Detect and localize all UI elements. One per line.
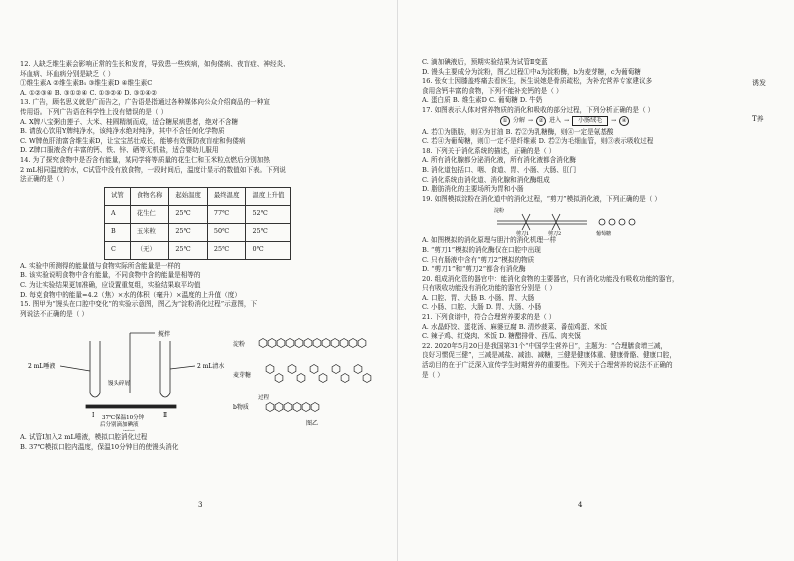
scissors-starch-label: 淀粉 xyxy=(494,208,505,215)
fig-roman-2: Ⅱ xyxy=(163,412,168,420)
table-cell: 25℃ xyxy=(207,241,246,259)
scissors-2-label: 剪刀2 xyxy=(548,231,562,237)
fig-bath-label-2: 后分别滴加碘液 xyxy=(100,422,139,429)
right-line: A. 水晶虾饺、蛋花汤、麻婆豆腐 B. 清炒菠菜、番茄鸡蛋、米饭 xyxy=(422,322,607,331)
table-header: 食物名称 xyxy=(130,187,169,205)
glucose-unit xyxy=(275,403,283,412)
figure-yi xyxy=(259,339,371,412)
glucose-unit xyxy=(340,339,348,348)
q14-option-line: D. 每克食物中的能量=4.2（焦）×水的体积（毫升）×温度的上升值（度） xyxy=(20,290,241,299)
flow-arrow-2: 进入 xyxy=(549,116,562,124)
fig-starch-label: 淀粉 xyxy=(233,341,246,349)
glucose-unit xyxy=(302,403,310,412)
q12-line: A. ①②③④ B. ③①②④ C. ①③②④ D. ③①④② xyxy=(20,88,158,97)
question-14-options xyxy=(20,262,385,300)
glucose-unit xyxy=(331,339,339,348)
q13-line: 13. 广告，顾名思义就是广而告之，广告语是指通过各种媒体向公众介绍商品的一种宣 xyxy=(20,98,270,107)
table-cell: C xyxy=(105,241,131,259)
fig-water-label: 2 mL清水 xyxy=(197,363,225,371)
right-line: A. 若①为脂肪，则④为甘油 B. 若②为乳糖酶，则④一定是氨基酸 xyxy=(422,127,614,136)
right-line: A. 口腔、胃、大肠 B. 小肠、胃、大肠 xyxy=(422,293,535,302)
fig-maltose-label: 麦芽糖 xyxy=(233,372,252,380)
left-column xyxy=(20,60,385,452)
glucose-unit xyxy=(266,403,274,412)
q14-line: 2 mL相同温度的水，C试管中没有放食物，一段时间后，温度计显示的数值如下表。下列说 xyxy=(20,165,286,174)
question-15 xyxy=(20,300,385,319)
questions-19-22 xyxy=(422,236,737,380)
right-line: B. 消化道包括口、咽、食道、胃、小肠、大肠、肛门 xyxy=(422,165,577,174)
right-line: 19. 如图模拟淀粉在消化道中的消化过程，“剪刀”模拟消化液，下列正确的是（ ） xyxy=(422,194,662,203)
glucose-unit xyxy=(268,339,276,348)
q12-line: 坏血病、坏血病分别是缺乏（ ） xyxy=(20,69,115,78)
q14-option-line: B. 该实验说明食物中含有能量，不同食物中含的能量是相等的 xyxy=(20,271,201,280)
glucose-unit xyxy=(341,374,349,383)
fig-saliva-label: 2 mL唾液 xyxy=(28,363,56,371)
question-15-options xyxy=(20,433,385,452)
figure-jia xyxy=(60,333,195,408)
figure-jia-yi xyxy=(20,321,385,431)
right-line: C. 滴加碘液后，预期实验结果为试管Ⅱ变蓝 xyxy=(422,58,548,66)
fig-stir-label: 搅拌 xyxy=(158,331,171,339)
right-line: 16. 张女士因膝盖疼痛去看医生，医生说她是骨质疏松，为补充营养专家建议多 xyxy=(422,77,653,86)
scissors-glucose-label: 葡萄糖 xyxy=(596,231,612,237)
q13-line: A. X牌八宝粥由莲子、大米、桂圆精制而成，适合糖尿病患者，绝对不含糖 xyxy=(20,117,239,126)
glucose-unit xyxy=(358,339,366,348)
table-cell: 25℃ xyxy=(246,223,291,241)
table-row xyxy=(105,241,291,259)
glucose-unit xyxy=(277,339,285,348)
right-line: 活动目的在于广泛深入宣传学生时期营养的重要性。下列关于合理营养的说法不正确的 xyxy=(422,361,673,370)
glucose-unit xyxy=(354,365,362,374)
table-row xyxy=(105,205,291,223)
questions-17-19 xyxy=(422,128,737,205)
table-header: 温度上升值 xyxy=(246,187,291,205)
right-line: A. 所有消化腺都分泌消化液，所有消化液都含消化酶 xyxy=(422,156,577,165)
glucose-unit xyxy=(319,374,327,383)
question-14 xyxy=(20,156,385,185)
q15-line: 列说法不正确的是（ ） xyxy=(20,309,89,318)
scissors-1-label: 剪刀1 xyxy=(516,231,530,237)
page-divider xyxy=(397,0,398,561)
right-line: 只有吸收功能没有消化功能的器官分别是（ ） xyxy=(422,284,556,293)
table-cell: 25℃ xyxy=(169,241,208,259)
figure-row xyxy=(20,321,385,431)
flow-intestine-box: 小肠绒毛 xyxy=(572,116,608,126)
glucose-unit xyxy=(275,374,283,383)
q13-line: 传用语。下列广告语在科学性上没有错误的是（ ） xyxy=(20,107,168,116)
flow-arrow-1: 分解 xyxy=(513,116,526,124)
table-cell: A xyxy=(105,205,131,223)
flow-node-1: ① xyxy=(500,116,510,126)
right-line: D. “剪刀1”和“剪刀2”都含有消化酶 xyxy=(422,265,526,274)
flow-node-4: ④ xyxy=(619,116,629,126)
glucose-unit xyxy=(266,365,274,374)
table-cell: 玉米粒 xyxy=(130,223,169,241)
right-line: 22. 2020年5月20日是我国第31个“中国学生营养日”，主题为：“合理膳食增三减， xyxy=(422,341,668,350)
table-cell: 花生仁 xyxy=(130,205,169,223)
q15-option-line: B. 37℃模拟口腔内温度，保温10分钟目的使馒头消化 xyxy=(20,442,179,451)
right-line: C. 小肠、口腔、大肠 D. 胃、大肠、小肠 xyxy=(422,303,542,312)
fig-bsubstance-label: b物质 xyxy=(233,404,249,412)
table-cell: 50℃ xyxy=(207,223,246,241)
right-line: A. 如图模拟的消化原理与胆汁的消化机理一样 xyxy=(422,236,557,245)
right-line: 18. 下列关于消化系统的描述，正确的是（ ） xyxy=(422,146,556,155)
q14-option-line: A. 实验中所测得的能量值与食物实际所含能量是一样的 xyxy=(20,261,181,270)
glucose-unit xyxy=(332,365,340,374)
glucose-unit xyxy=(310,365,318,374)
glucose-unit xyxy=(286,339,294,348)
page-number-4: 4 xyxy=(578,501,583,509)
margin-note-1: 诱发 xyxy=(752,79,766,87)
glucose-unit xyxy=(288,365,296,374)
right-line: C. 辣子鸡、红烧肉、米饭 D. 糖醋排骨、西瓜、肉夹馍 xyxy=(422,332,581,341)
fig-roman-1: Ⅰ xyxy=(92,412,95,420)
table-cell: 25℃ xyxy=(169,205,208,223)
table-cell: （无） xyxy=(130,241,169,259)
right-line: C. 消化系统由消化道、消化腺和消化酶组成 xyxy=(422,175,550,184)
right-line: D. 脂肪消化的主要场所为胃和小肠 xyxy=(422,185,524,194)
right-line: C. 只有肠液中含有“剪刀2”模拟的物质 xyxy=(422,255,535,264)
question-17: 17. 如图表示人体对营养物质的消化和吸收的部分过程，下列分析正确的是（ ） xyxy=(422,105,655,114)
table-cell: 77℃ xyxy=(207,205,246,223)
glucose-unit xyxy=(297,374,305,383)
table-header: 试管 xyxy=(105,187,131,205)
glucose-unit xyxy=(322,339,330,348)
margin-note-2: T养 xyxy=(752,115,764,123)
table-cell: 0℃ xyxy=(246,241,291,259)
glucose-unit xyxy=(311,403,319,412)
experiment-table xyxy=(104,187,291,260)
q13-line: C. W牌鱼肝油富含维生素D，让宝宝茁壮成长，能够有效预防夜盲症和佝偻病 xyxy=(20,136,246,145)
fig-crumb-label: 馒头碎屑 xyxy=(108,381,131,388)
glucose-unit xyxy=(304,339,312,348)
flow-node-2: ② xyxy=(536,116,546,126)
page-number-3: 3 xyxy=(198,501,203,509)
right-line: 食用含钙丰富的食物，下列不能补充钙的是（ ） xyxy=(422,86,563,95)
table-cell: 52℃ xyxy=(246,205,291,223)
q15-option-line: A. 试管Ⅰ加入2 mL唾液，模拟口腔消化过程 xyxy=(20,433,148,442)
question-13 xyxy=(20,98,385,156)
q14-line: 14. 为了探究食物中是否含有能量，某同学将等质量的花生仁和玉米粒点燃后分别加热 xyxy=(20,155,270,164)
glucose-unit xyxy=(295,339,303,348)
glucose-unit xyxy=(363,374,371,383)
right-line: 是（ ） xyxy=(422,370,444,379)
table-cell: B xyxy=(105,223,131,241)
right-line: A. 蛋白质 B. 维生素D C. 葡萄糖 D. 牛奶 xyxy=(422,96,543,105)
digestion-flow-diagram: ① 分解 → ② 进入 → 小肠绒毛 → ④ xyxy=(422,116,737,128)
right-line: 良好习惯促三健”，三减是减盐、减油、减糖，三健是健康体重、健康骨骼、健康口腔， xyxy=(422,351,676,360)
fig-process-label: 过程 xyxy=(258,395,270,402)
right-line: C. 若④为葡萄糖，则①一定不是纤维素 D. 若②为毛细血管，则③表示吸收过程 xyxy=(422,137,654,146)
glucose-unit xyxy=(313,339,321,348)
fig-jia-caption xyxy=(123,429,135,431)
scissors-svg xyxy=(492,204,652,236)
right-line: 21. 下列食谱中，符合合理营养要求的是（ ） xyxy=(422,313,556,322)
table-header: 起始温度 xyxy=(169,187,208,205)
fig-yi-caption: 图乙 xyxy=(306,420,319,428)
scissors-diagram xyxy=(422,204,737,236)
right-line: D. 馒头主要成分为淀粉，图乙过程①中a为淀粉酶，b为麦芽糖，c为葡萄糖 xyxy=(422,67,641,76)
q14-option-line: C. 为让实验结果更加准确，应设置重复组，实验结果取平均值 xyxy=(20,280,201,289)
table-row xyxy=(105,223,291,241)
table-cell: 25℃ xyxy=(169,223,208,241)
question-15-16-continued xyxy=(422,58,737,106)
page-4 xyxy=(400,0,794,561)
q12-line: 12. 人缺乏维生素会影响正常的生长和发育，导致患一些疾病，如佝偻病、夜盲症、神经炎、 xyxy=(20,60,290,68)
q15-line: 15. 图甲为“馒头在口腔中变化”的实验示意图，图乙为“淀粉消化过程”示意图，下 xyxy=(20,300,258,309)
right-line: B. “剪刀1”模拟的消化酶仅在口腔中出现 xyxy=(422,245,541,254)
q13-line: B. 请放心饮用Y牌纯净水，该纯净水绝对纯净，其中不含任何化学物质 xyxy=(20,127,225,136)
glucose-unit xyxy=(259,339,267,348)
q12-line: ①维生素A ②维生素B₁ ③维生素D ④维生素C xyxy=(20,79,153,88)
glucose-unit xyxy=(293,403,301,412)
glucose-unit xyxy=(349,339,357,348)
table-header: 最终温度 xyxy=(207,187,246,205)
right-column xyxy=(422,58,737,380)
q13-line: D. Z牌口服液含有丰富的钙、铁、锌、硒等无机盐，适合婴幼儿服用 xyxy=(20,146,219,155)
fig-bath-label: 37℃保温10分钟 xyxy=(102,415,145,422)
q14-line: 法正确的是（ ） xyxy=(20,175,69,184)
right-line: 20. 组成消化管的器官中：能消化食物的主要器官，只有消化功能没有吸收功能的器官， xyxy=(422,274,679,283)
glucose-unit xyxy=(284,403,292,412)
question-12 xyxy=(20,60,385,98)
